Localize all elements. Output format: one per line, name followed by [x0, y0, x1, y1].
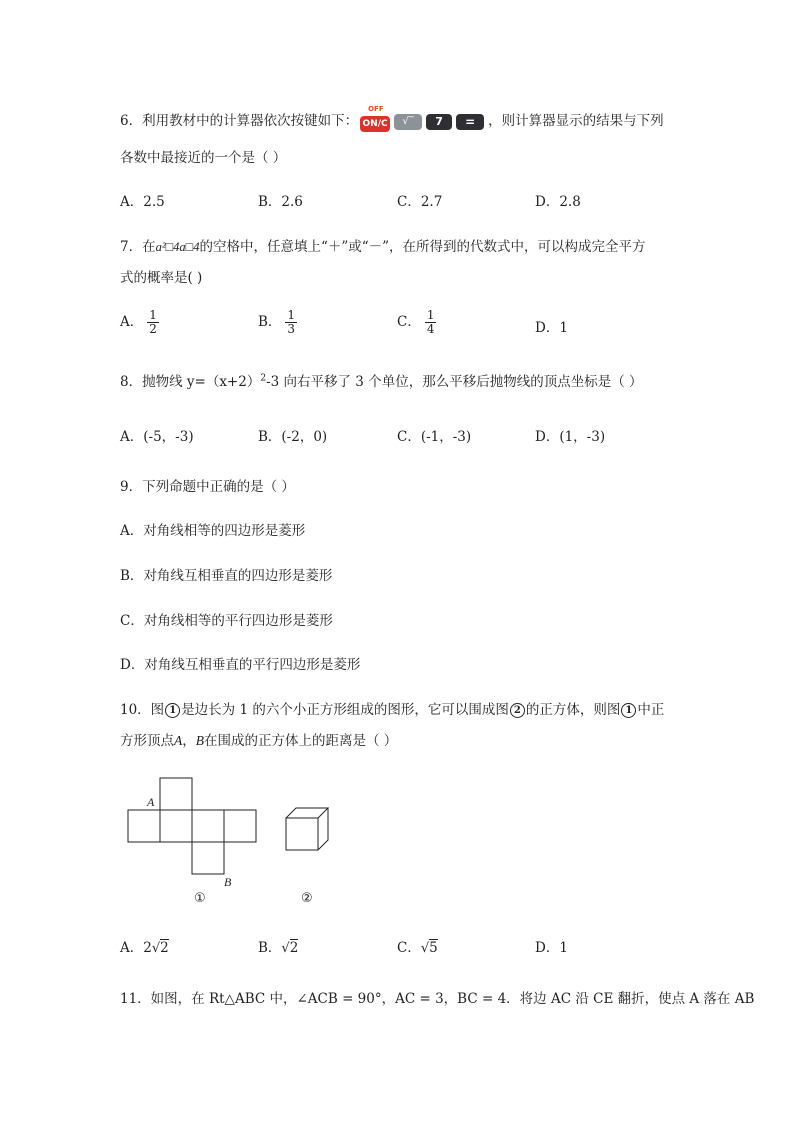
- q6-option-d: D．2.8: [535, 194, 581, 210]
- sqrt-key: √‾: [394, 114, 422, 130]
- figure-label-1: ①: [194, 891, 206, 906]
- q6-line2: 各数中最接近的一个是（ ）: [120, 150, 287, 166]
- q6-line1: [120, 104, 664, 132]
- circled-two: 2: [510, 703, 525, 718]
- q10-option-d: D．1: [535, 940, 568, 956]
- q9-option-c: C．对角线相等的平行四边形是菱形: [120, 613, 333, 629]
- off-label: OFF: [368, 104, 384, 113]
- q6-option-a: A．2.5: [120, 194, 165, 210]
- q6-option-b: B．2.6: [258, 194, 303, 210]
- q7-option-c: C． $\frac{1}{4}$: [397, 308, 435, 336]
- q8-option-d: D．(1，-3): [535, 429, 606, 445]
- q10-line1: 10．图 1 是边长为 1 的六个小正方形组成的图形，它可以围成图 2 的正方体，则图 1 中正: [120, 702, 665, 718]
- q6-text-before: 6．利用教材中的计算器依次按键如下：: [120, 113, 359, 129]
- fraction: $\frac{1}{3}$: [287, 308, 296, 336]
- q7-prefix: 7．在: [120, 239, 156, 255]
- q6-text-after: ，则计算器显示的结果与下列: [488, 113, 664, 129]
- q7-option-a: A． $\frac{1}{2}$: [120, 308, 157, 336]
- q9-option-d: D．对角线互相垂直的平行四边形是菱形: [120, 657, 361, 673]
- vertex-a-label: A: [147, 795, 155, 809]
- cube-figure: [280, 800, 340, 910]
- q7-line1: [120, 235, 646, 255]
- q7-expression: a²□4a□4: [155, 240, 200, 254]
- q7-line1-rest: 的空格中，任意填上“＋”或“－”，在所得到的代数式中，可以构成完全平方: [199, 239, 646, 255]
- q8-line1: 8．抛物线 $y=(x+2)^2-3$ 向右平移了 3 个单位，那么平移后抛物线的顶点坐标是（ ）: [120, 373, 643, 390]
- fraction: $\frac{1}{2}$: [149, 308, 157, 336]
- q8-option-b: B．(-2，0): [258, 429, 328, 445]
- q6-option-c: C．2.7: [397, 194, 443, 210]
- q9-stem: 9．下列命题中正确的是（ ）: [120, 479, 295, 495]
- q10-option-c: C．√5: [397, 940, 438, 956]
- cube-net-figure: [120, 770, 270, 910]
- q10-option-a: A．2√2: [120, 940, 169, 956]
- calculator-keys: [360, 104, 486, 132]
- q8-option-a: A．(-5，-3): [120, 429, 194, 445]
- q10-option-b: B．√2: [258, 940, 299, 956]
- circled-one: 1: [165, 703, 180, 718]
- vertex-b-label: B: [224, 875, 232, 889]
- figure-label-2: ②: [301, 891, 313, 906]
- q11-line1: 11．如图，在 Rt△ABC 中，∠ACB = 90°，AC = 3，BC = 4．将边 AC 沿 CE 翻折，使点 A 落在 AB: [120, 991, 755, 1007]
- seven-key: 7: [426, 114, 452, 130]
- q7-line2: 式的概率是( ): [120, 270, 203, 286]
- q8-option-c: C．(-1，-3): [397, 429, 472, 445]
- q7-option-d: D．1: [535, 320, 568, 336]
- equals-key: =: [456, 114, 484, 130]
- q9-option-a: A．对角线相等的四边形是菱形: [120, 523, 306, 539]
- q7-option-b: B． $\frac{1}{3}$: [258, 308, 296, 336]
- circled-one: 1: [621, 703, 636, 718]
- on-c-key: ON/C: [360, 116, 390, 132]
- q10-line2: 方形顶点A，B在围成的正方体上的距离是（ ）: [120, 733, 398, 749]
- fraction: $\frac{1}{4}$: [426, 308, 435, 336]
- q9-option-b: B．对角线互相垂直的四边形是菱形: [120, 568, 333, 584]
